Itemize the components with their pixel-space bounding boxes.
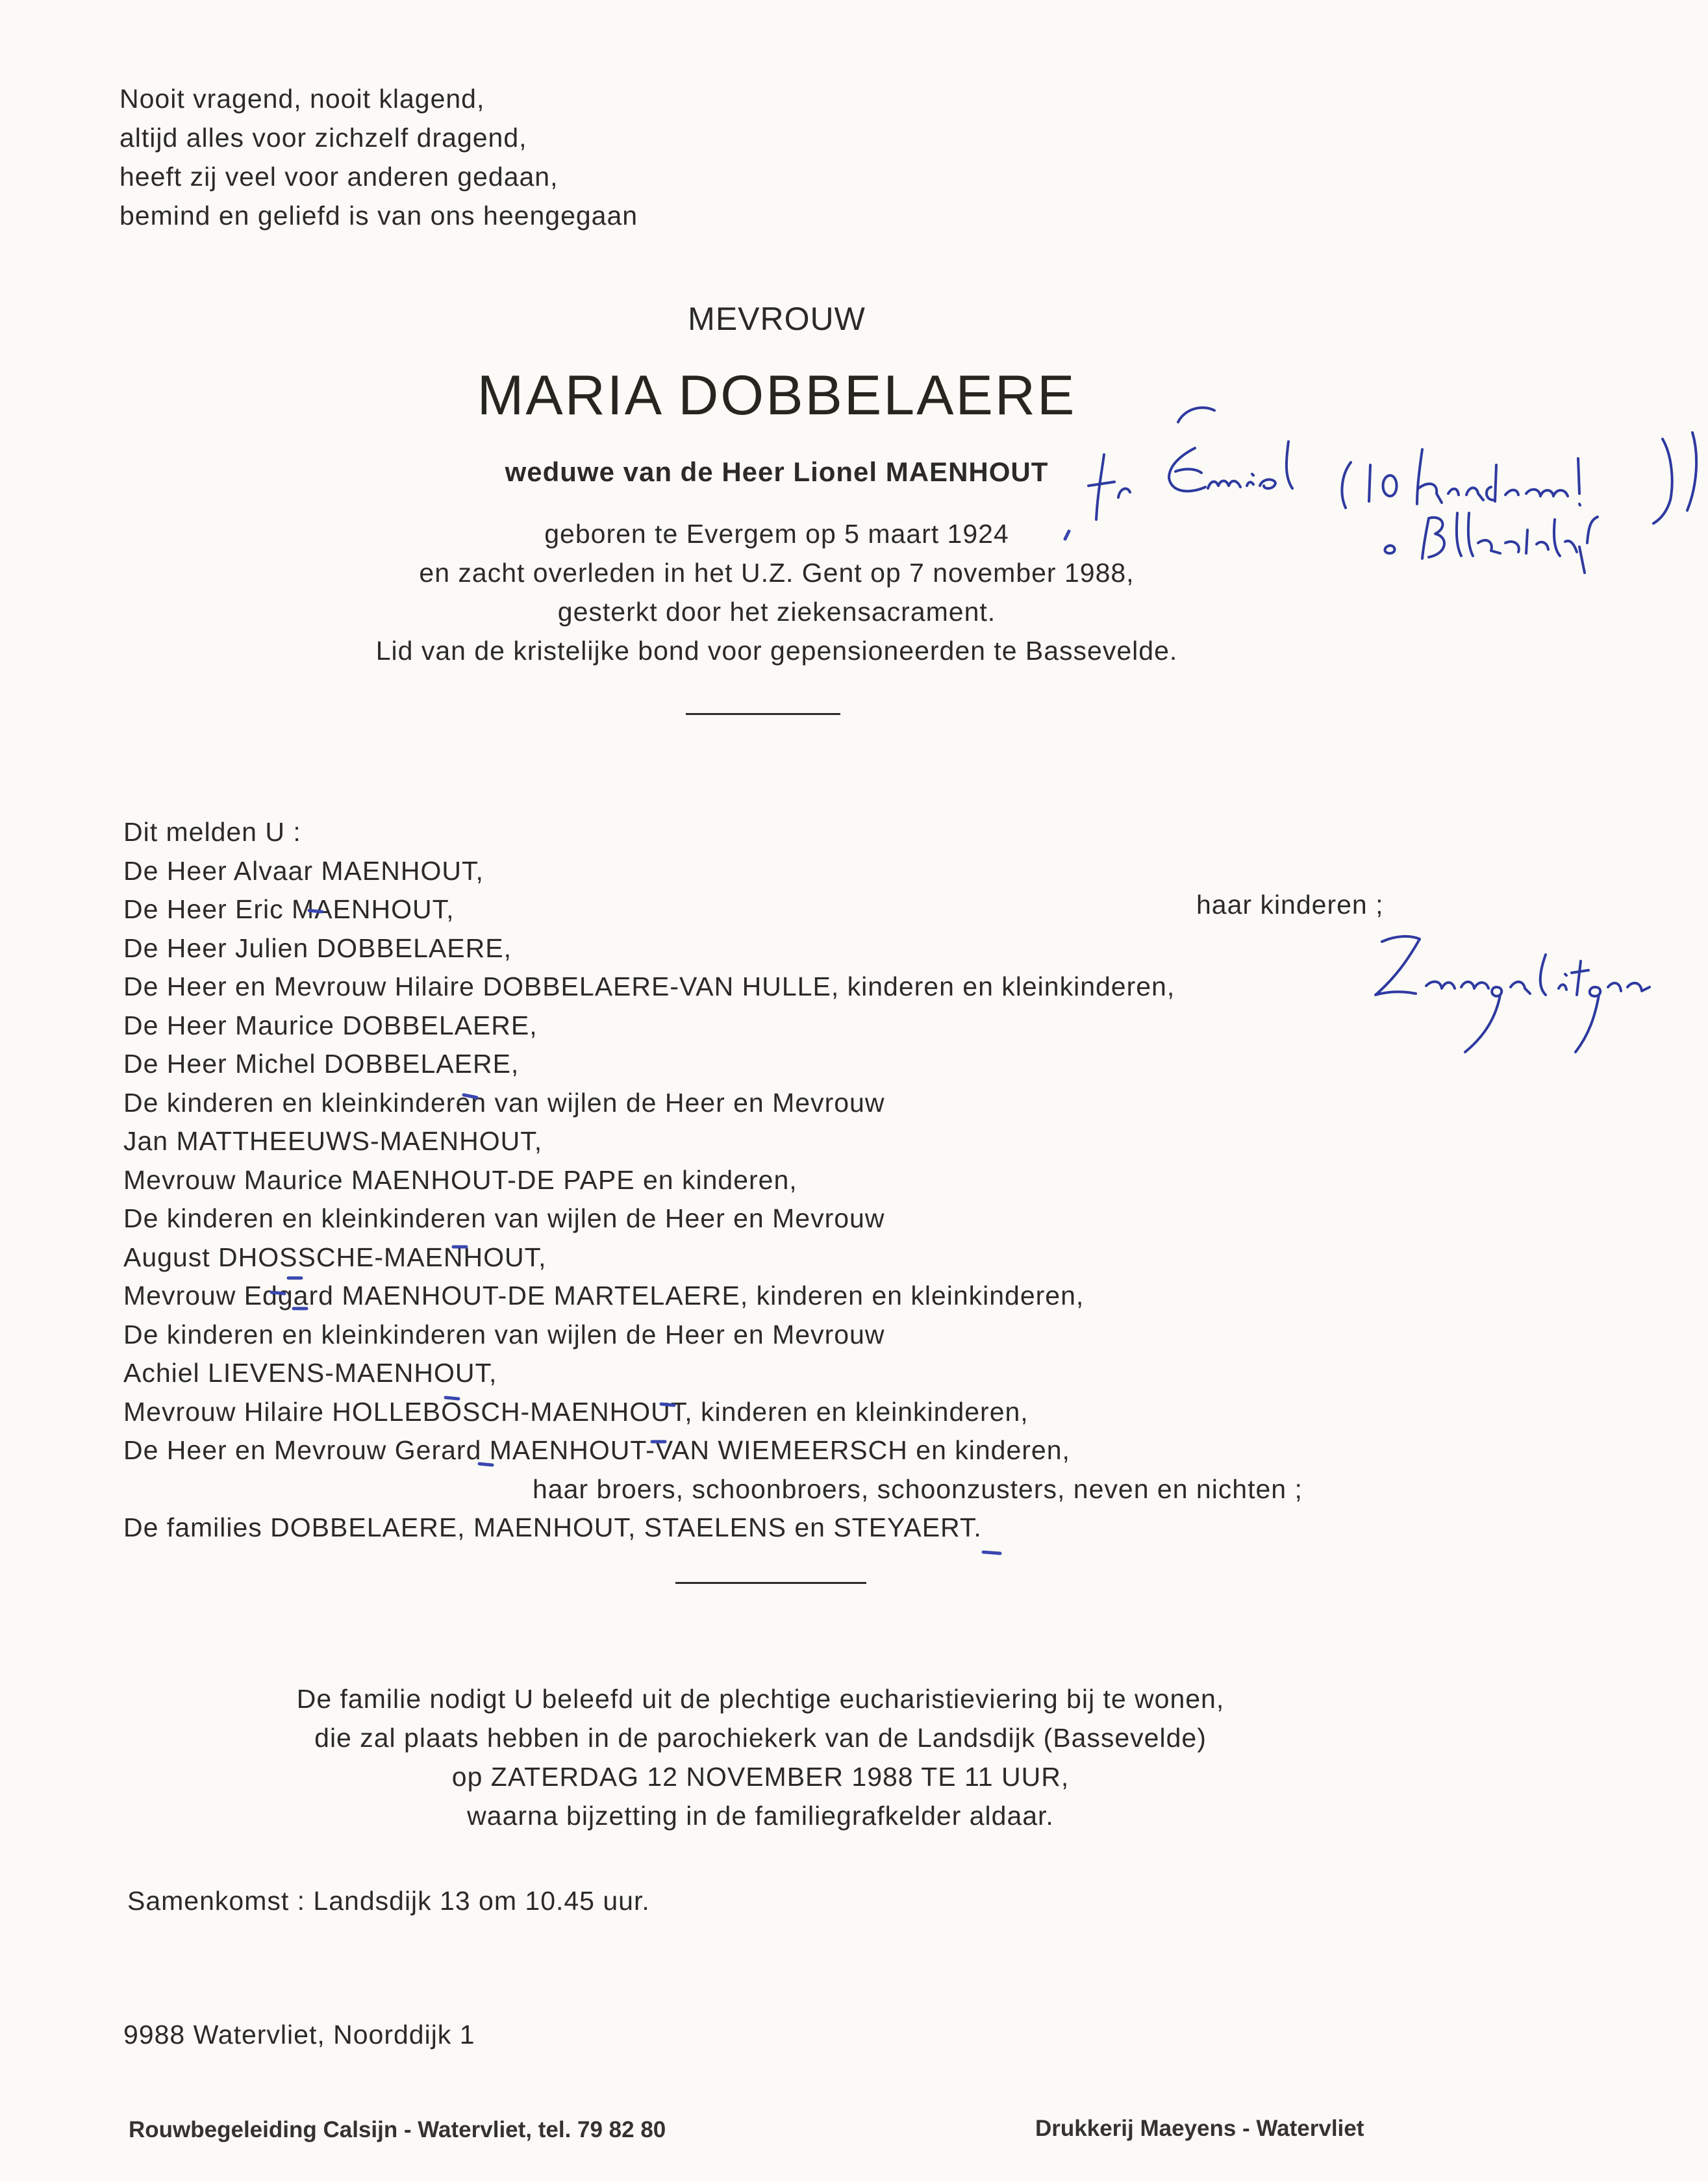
announcement-line: De kinderen en kleinkinderen van wijlen de Heer en Mevrouw — [123, 1203, 885, 1233]
announcement-line: De Heer Eric MAENHOUT, — [123, 894, 455, 924]
announcement-line: Mevrouw Hilaire HOLLEBOSCH-MAENHOUT, kinderen en kleinkinderen, — [123, 1396, 1029, 1427]
announcement-line: De Heer Michel DOBBELAERE, — [123, 1049, 520, 1079]
bio-line: en zacht overleden in het U.Z. Gent op 7 november 1988, — [419, 558, 1135, 588]
divider-bottom — [675, 1582, 866, 1584]
relation-siblings: haar broers, schoonbroers, schoonzusters, neven en nichten ; — [533, 1473, 1303, 1504]
poem-line: Nooit vragend, nooit klagend, — [119, 84, 485, 114]
announcement — [123, 813, 1303, 1548]
title-prefix: MEVROUW — [688, 301, 866, 337]
invitation-line: De familie nodigt U beleefd uit de plechtige eucharistieviering bij te wonen, — [296, 1684, 1225, 1714]
invitation-line: die zal plaats hebben in de parochiekerk van de Landsdijk (Bassevelde) — [314, 1723, 1207, 1753]
bio-line: Lid van de kristelijke bond voor gepensioneerden te Bassevelde. — [375, 636, 1178, 666]
announcement-line: Achiel LIEVENS-MAENHOUT, — [123, 1358, 497, 1388]
meeting-info: Samenkomst : Landsdijk 13 om 10.45 uur. — [127, 1886, 650, 1916]
biography — [0, 514, 1553, 670]
invitation — [0, 1679, 1521, 1835]
bio-line: geboren te Evergem op 5 maart 1924 — [544, 519, 1009, 549]
poem — [119, 79, 638, 235]
announcement-line: De Heer Maurice DOBBELAERE, — [123, 1010, 538, 1040]
divider-top — [686, 713, 840, 715]
announcement-line: Mevrouw Edgard MAENHOUT-DE MARTELAERE, kinderen en kleinkinderen, — [123, 1281, 1085, 1310]
family-address: 9988 Watervliet, Noorddijk 1 — [123, 2020, 475, 2050]
announcement-line: De Heer en Mevrouw Gerard MAENHOUT-VAN WIEMEERSCH en kinderen, — [123, 1435, 1070, 1465]
announcement-line: De kinderen en kleinkinderen van wijlen de Heer en Mevrouw — [123, 1087, 885, 1118]
announcement-line: August DHOSSCHE-MAENHOUT, — [123, 1242, 547, 1272]
invitation-line: op ZATERDAG 12 NOVEMBER 1988 TE 11 UUR, — [451, 1762, 1070, 1792]
announcement-line: De Heer Julien DOBBELAERE, — [123, 933, 512, 963]
poem-line: bemind en geliefd is van ons heengegaan — [119, 201, 638, 231]
widow-line: weduwe van de Heer Lionel MAENHOUT — [505, 457, 1049, 487]
announcement-line: Mevrouw Maurice MAENHOUT-DE PAPE en kinderen, — [123, 1164, 797, 1195]
announcement-intro: Dit melden U : — [123, 817, 301, 847]
announcement-line: De Heer Alvaar MAENHOUT, — [123, 855, 484, 886]
poem-line: altijd alles voor zichzelf dragend, — [119, 123, 527, 153]
relation-children: haar kinderen ; — [1196, 890, 1384, 920]
announcement-line: De Heer en Mevrouw Hilaire DOBBELAERE-VAN HULLE, kinderen en kleinkinderen, — [123, 972, 1175, 1001]
handwriting-zaamslag-lietzen — [1375, 936, 1650, 1052]
invitation-line: waarna bijzetting in de familiegrafkelder aldaar. — [467, 1801, 1054, 1831]
announcement-line: Jan MATTHEEUWS-MAENHOUT, — [123, 1126, 543, 1156]
printer-credit: Drukkerij Maeyens - Watervliet — [1035, 2116, 1364, 2141]
funeral-director: Rouwbegeleiding Calsijn - Watervliet, tel. 79 82 80 — [129, 2117, 666, 2142]
underline-tick — [983, 1552, 1000, 1553]
deceased-name: MARIA DOBBELAERE — [477, 364, 1077, 427]
poem-line: heeft zij veel voor anderen gedaan, — [119, 162, 559, 192]
announcement-line: De kinderen en kleinkinderen van wijlen de Heer en Mevrouw — [123, 1319, 885, 1349]
families-line: De families DOBBELAERE, MAENHOUT, STAELENS en STEYAERT. — [123, 1512, 982, 1542]
bio-line: gesterkt door het ziekensacrament. — [557, 597, 996, 627]
